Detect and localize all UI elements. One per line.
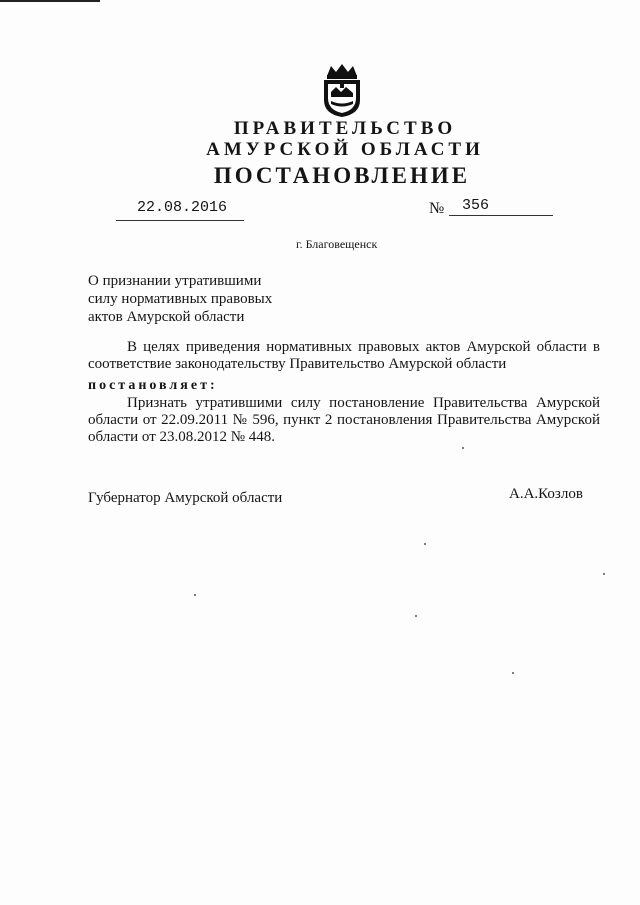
preamble-paragraph: В целях приведения нормативных правовых актов Амурской области в соответствие законодательству Правительство Амурской области	[88, 339, 600, 372]
signatory-title: Губернатор Амурской области	[88, 490, 283, 506]
government-title-line1: ПРАВИТЕЛЬСТВО	[233, 118, 457, 139]
scan-speck	[424, 543, 426, 545]
date-underline	[116, 220, 244, 221]
government-title-line2: АМУРСКОЙ ОБЛАСТИ	[206, 139, 484, 160]
number-sign: №	[429, 200, 445, 217]
scan-speck	[512, 672, 514, 674]
number-underline	[449, 215, 553, 216]
document-date: 22.08.2016	[137, 199, 228, 216]
signatory-name: А.А.Козлов	[509, 486, 583, 502]
decree-word: постановляет:	[88, 378, 218, 393]
city: г. Благовещенск	[296, 237, 378, 251]
subject-line: силу нормативных правовых	[88, 291, 273, 307]
scan-speck	[415, 615, 417, 617]
scan-speck	[194, 594, 196, 596]
scan-speck	[462, 447, 464, 449]
document-number: 356	[462, 197, 490, 214]
subject-heading	[88, 272, 348, 326]
resolution-paragraph: Признать утратившими силу постановление Правительства Амурской области от 22.09.2011 № 596, пункт 2 постановления Правительства Амурской области от 23.08.2012 № 448.	[88, 395, 600, 445]
scan-speck	[603, 573, 605, 575]
scan-edge-mark	[0, 0, 100, 2]
coat-of-arms-icon	[319, 62, 365, 118]
subject-line: актов Амурской области	[88, 309, 245, 325]
subject-line: О признании утратившими	[88, 273, 262, 289]
document-type-title: ПОСТАНОВЛЕНИЕ	[213, 163, 471, 188]
